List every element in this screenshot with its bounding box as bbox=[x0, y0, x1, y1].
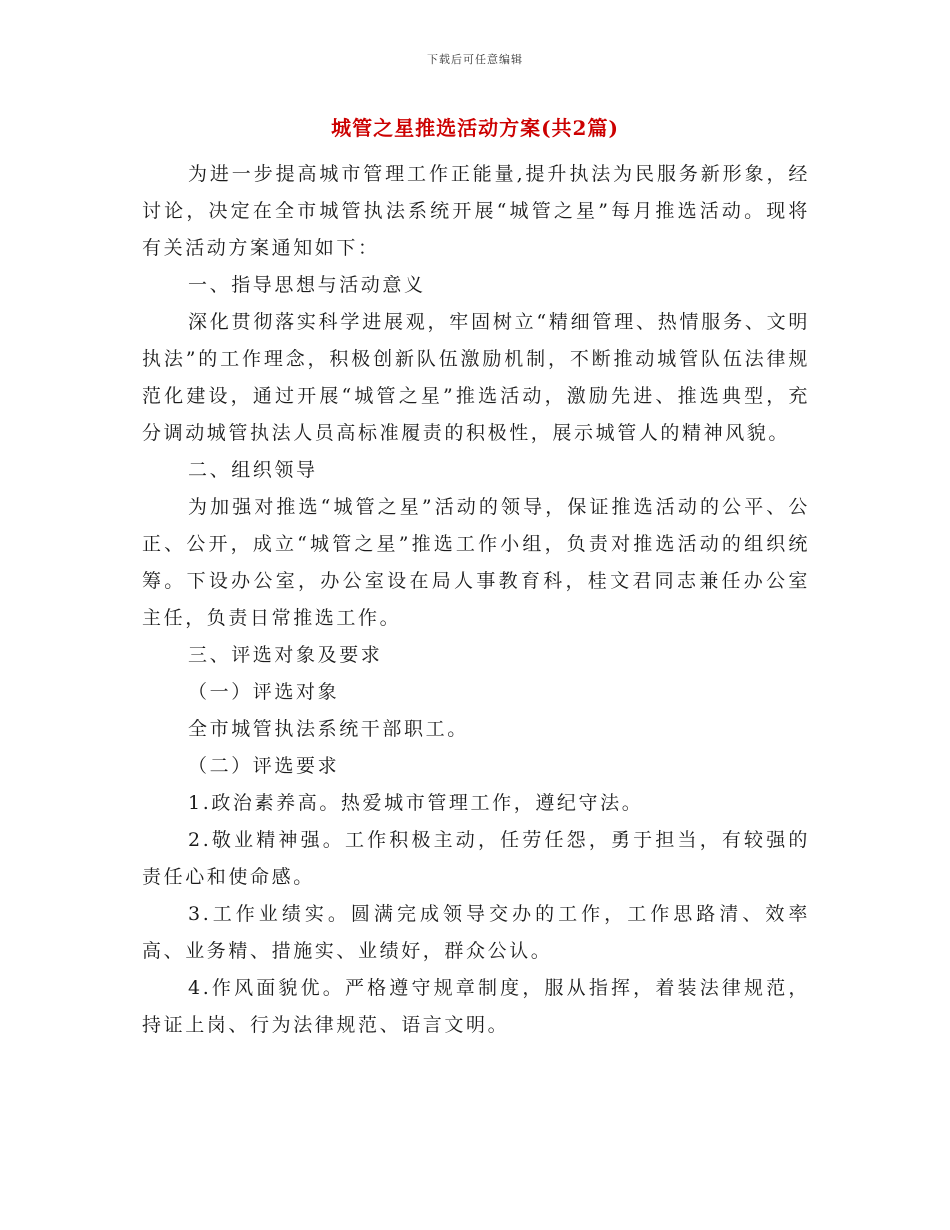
section-heading-3: 三、评选对象及要求 bbox=[188, 644, 383, 666]
document-title: 城管之星推选活动方案(共2篇) bbox=[331, 116, 619, 140]
section-heading-2: 二、组织领导 bbox=[188, 459, 318, 481]
page-header-note: 下载后可任意编辑 bbox=[427, 53, 523, 66]
document-body bbox=[142, 156, 810, 1044]
requirement-item-3: 3.工作业绩实。圆满完成领导交办的工作，工作思路清、效率高、业务精、措施实、业绩好，群众公认。 bbox=[142, 903, 810, 962]
subsection-heading-1: （一）评选对象 bbox=[188, 681, 340, 703]
paragraph-guiding-ideology: 深化贯彻落实科学进展观，牢固树立“精细管理、热情服务、文明执法”的工作理念，积极创新队伍激励机制，不断推动城管队伍法律规范化建设，通过开展“城管之星”推选活动，激励先进、推选典型，充分调动城管执法人员高标准履责的积极性，展示城管人的精神风貌。 bbox=[142, 311, 810, 444]
requirement-item-2: 2.敬业精神强。工作积极主动，任劳任怨，勇于担当，有较强的责任心和使命感。 bbox=[142, 829, 810, 888]
section-heading-1: 一、指导思想与活动意义 bbox=[188, 274, 426, 296]
paragraph-organization: 为加强对推选“城管之星”活动的领导，保证推选活动的公平、公正、公开，成立“城管之星”推选工作小组，负责对推选活动的组织统筹。下设办公室，办公室设在局人事教育科，桂文君同志兼任办公室主任，负责日常推选工作。 bbox=[142, 496, 810, 629]
subsection-heading-2: （二）评选要求 bbox=[188, 755, 340, 777]
requirement-item-4: 4.作风面貌优。严格遵守规章制度，服从指挥，着装法律规范，持证上岗、行为法律规范、语言文明。 bbox=[142, 977, 810, 1036]
requirement-item-1: 1.政治素养高。热爱城市管理工作，遵纪守法。 bbox=[188, 792, 644, 814]
paragraph-selection-target: 全市城管执法系统干部职工。 bbox=[188, 718, 469, 740]
paragraph-intro: 为进一步提高城市管理工作正能量,提升执法为民服务新形象，经讨论，决定在全市城管执法系统开展“城管之星”每月推选活动。现将有关活动方案通知如下： bbox=[142, 163, 810, 259]
